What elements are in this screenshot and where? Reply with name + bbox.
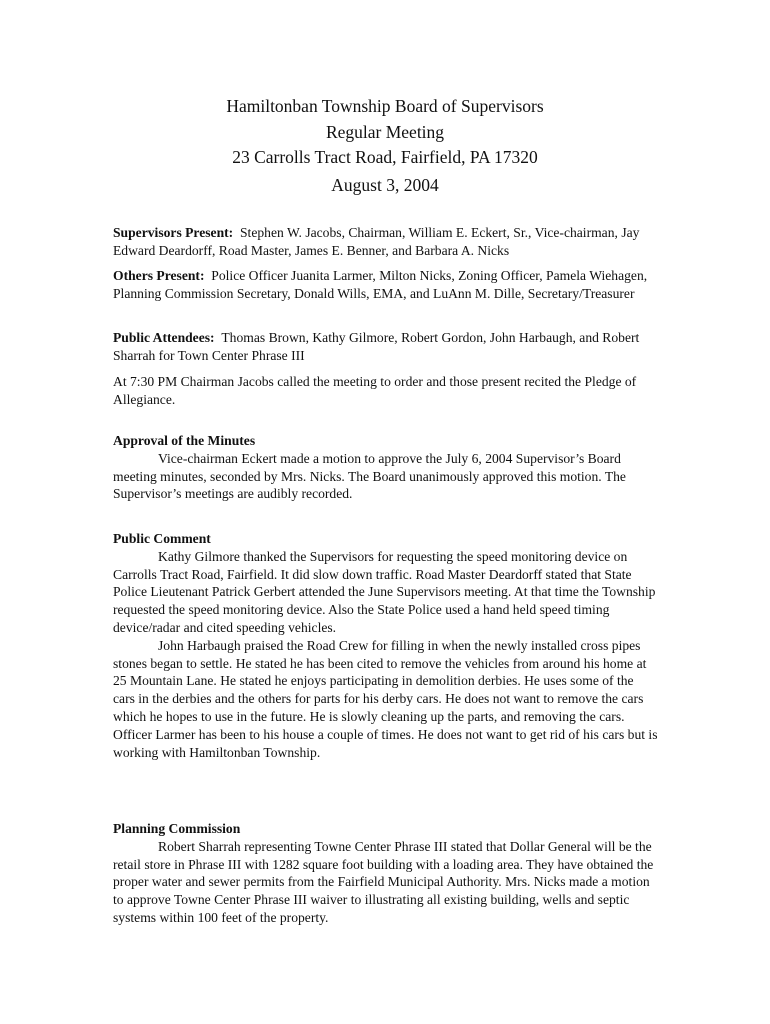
planning-commission-section [113,820,658,927]
others-present-paragraph [113,267,658,303]
public-comment-heading: Public Comment [113,531,211,546]
document-header [0,94,770,198]
public-comment-gilmore-text: Kathy Gilmore thanked the Supervisors for requesting the speed monitoring device on Carrolls Tract Road, Fairfield. It did slow down traffic. Road Master Deardorff stated that State Police Lieutenant Patrick Gerbert attended the June Supervisors meeting. At that time the Township requested the speed monitoring device. Also the State Police used a hand held speed timing device/radar and cited speeding vehicles. [113,548,656,635]
public-comment-section [113,530,658,761]
meeting-type: Regular Meeting [325,121,445,142]
supervisors-present-paragraph [113,224,658,260]
approval-of-minutes-text: Vice-chairman Eckert made a motion to approve the July 6, 2004 Supervisor’s Board meeting minutes, seconded by Mrs. Nicks. The Board unanimously approved this motion. The Supervisor’s meetings are audibly recorded. [113,450,626,502]
call-to-order-paragraph [113,373,658,409]
others-present-label: Others Present: [113,268,205,283]
supervisors-present-text: Stephen W. Jacobs, Chairman, William E. Eckert, Sr., Vice-chairman, Jay Edward Deardorff, Road Master, James E. Benner, and Barbara A. Nicks [113,225,640,258]
planning-commission-text: Robert Sharrah representing Towne Center Phrase III stated that Dollar General will be the retail store in Phrase III with 1282 square foot building with a loading area. They have obtained the proper water and sewer permits from the Fairfield Municipal Authority. Mrs. Nicks made a motion to approve Towne Center Phrase III waiver to illustrating all existing building, wells and septic systems within 100 feet of the property. [113,838,654,925]
meeting-address: 23 Carrolls Tract Road, Fairfield, PA 17320 [232,147,538,167]
approval-of-minutes-section [113,432,658,503]
public-attendees-text: Thomas Brown, Kathy Gilmore, Robert Gordon, John Harbaugh, and Robert Sharrah for Town Center Phrase III [113,330,640,363]
call-to-order-text: At 7:30 PM Chairman Jacobs called the meeting to order and those present recited the Pledge of Allegiance. [113,374,637,407]
meeting-date: August 3, 2004 [331,174,439,195]
others-present-text: Police Officer Juanita Larmer, Milton Nicks, Zoning Officer, Pamela Wiehagen, Planning Commission Secretary, Donald Wills, EMA, and LuAnn M. Dille, Secretary/Treasurer [113,268,648,301]
public-attendees-label: Public Attendees: [113,330,215,345]
public-comment-harbaugh-text: John Harbaugh praised the Road Crew for filling in when the newly installed cross pipes stones began to settle. He stated he has been cited to remove the vehicles from around his home at 25 Mountain Lane. He stated he enjoys participating in demolition derbies. He uses some of the cars in the derbies and the others for parts for his derby cars. He does not want to remove the cars which he hopes to use in the future. He is slowly cleaning up the parts, and removing the cars. Officer Larmer has been to his house a couple of times. He does not want to get rid of his cars but is working with Hamiltonban Township. [113,637,658,760]
public-attendees-paragraph [113,329,658,365]
planning-commission-heading: Planning Commission [113,821,241,836]
approval-of-minutes-heading: Approval of the Minutes [113,433,256,448]
township-title: Hamiltonban Township Board of Supervisors [226,96,544,116]
supervisors-present-label: Supervisors Present: [113,225,234,240]
